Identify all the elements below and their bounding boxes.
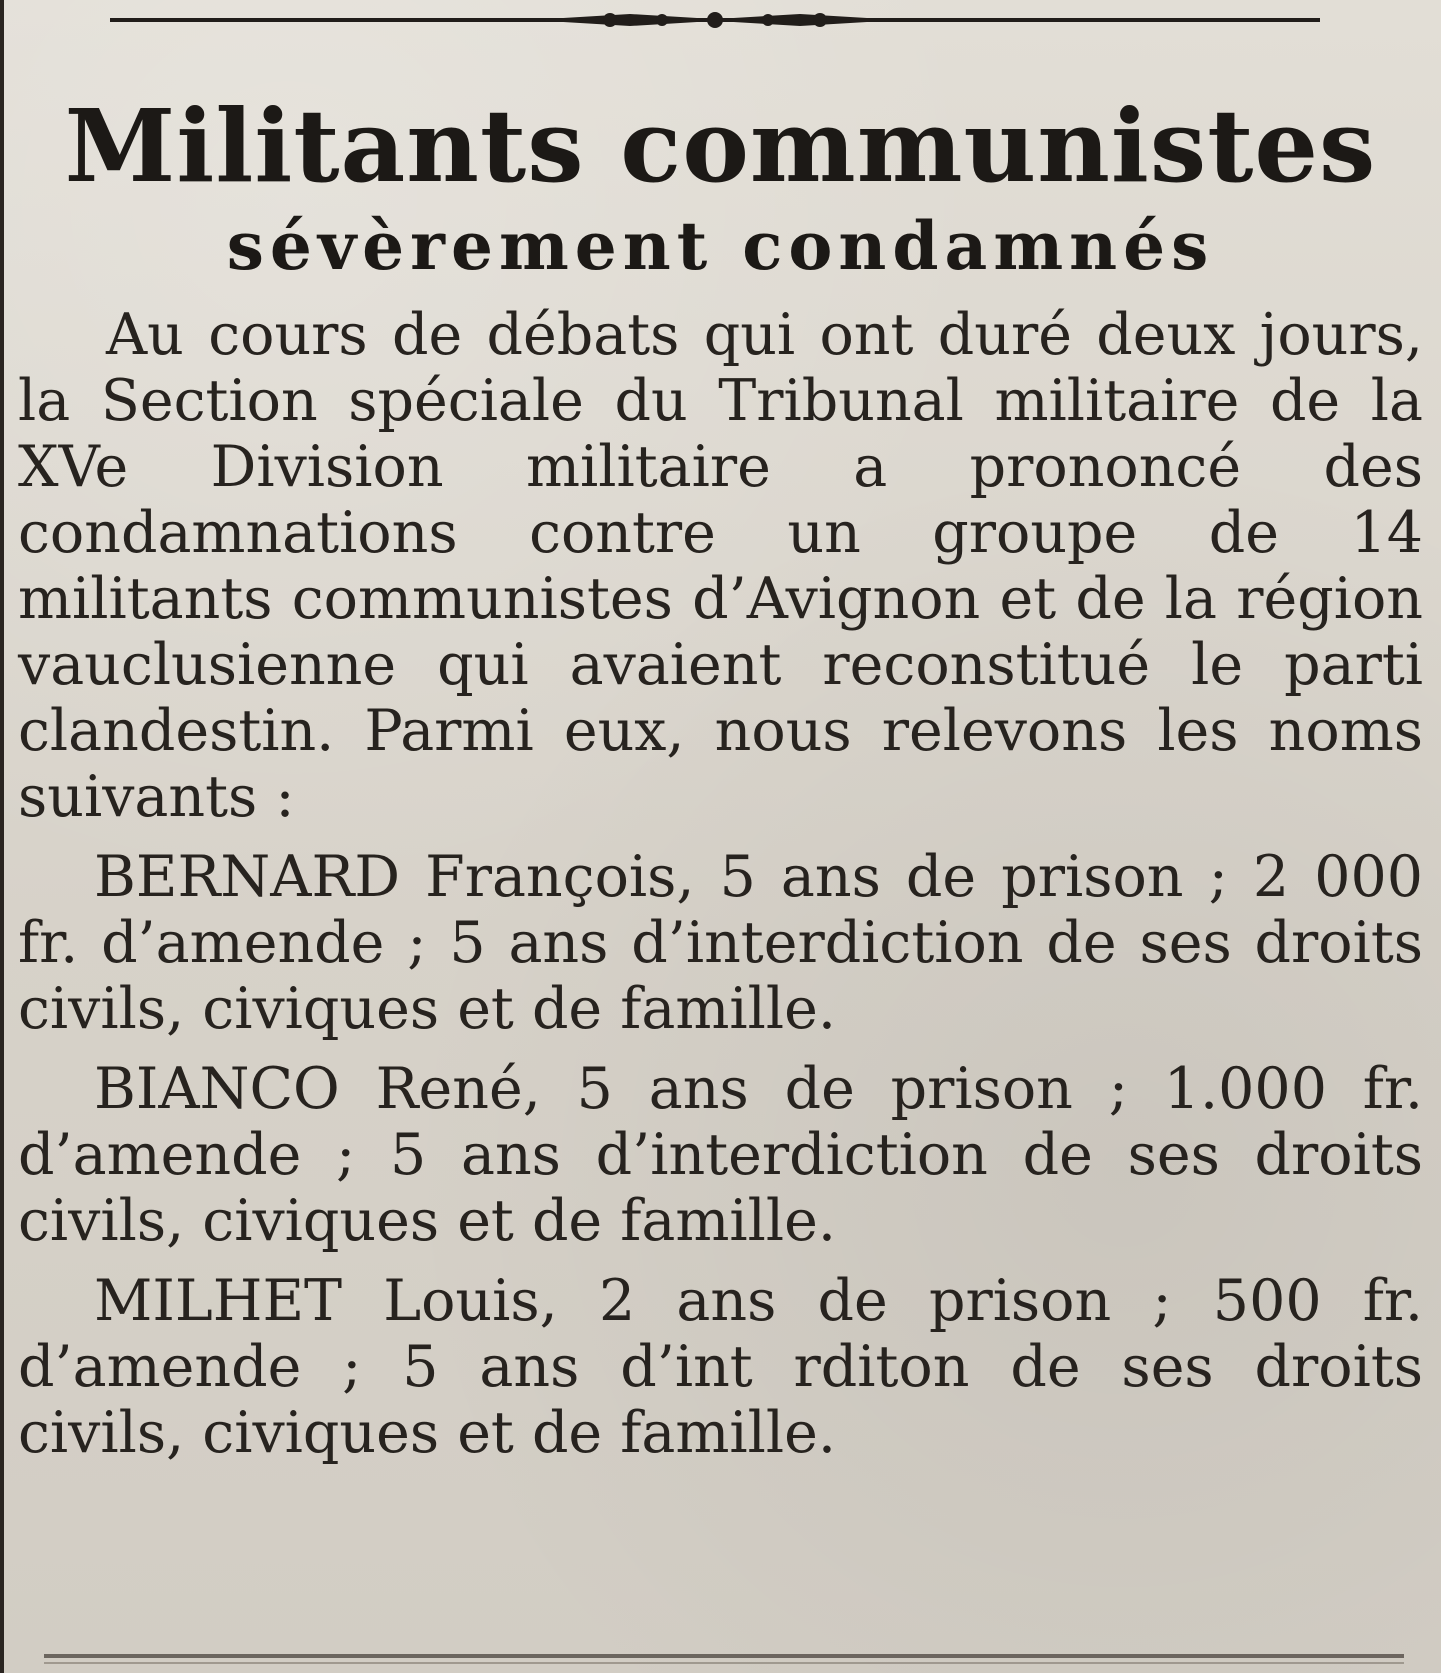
- left-column-rule: [0, 0, 4, 1673]
- bottom-rule-secondary: [44, 1662, 1404, 1664]
- entry-bernard: BERNARD François, 5 ans de prison ; 2 000 fr. d’amende ; 5 ans d’interdiction de ses droits civils, civiques et de famille.: [18, 844, 1423, 1042]
- intro-paragraph: Au cours de débats qui ont duré deux jours, la Section spéciale du Tribunal militaire de la XVe Division militaire a prononcé des condamnations contre un groupe de 14 militants communistes d’Avignon et de la région vauclusienne qui avaient reconstitué le parti clandestin. Parmi eux, nous relevons les noms suivants :: [18, 302, 1423, 830]
- entry-bianco: BIANCO René, 5 ans de prison ; 1.000 fr. d’amende ; 5 ans d’interdiction de ses droits civils, civiques et de famille.: [18, 1056, 1423, 1254]
- entry-milhet: MILHET Louis, 2 ans de prison ; 500 fr. d’amende ; 5 ans d’int rditon de ses droits civils, civiques et de famille.: [18, 1268, 1423, 1466]
- headline: Militants communistes: [64, 87, 1377, 205]
- top-ornament-rule: [110, 8, 1320, 52]
- subheadline: sévèrement condamnés: [226, 207, 1215, 285]
- bottom-rule: [44, 1654, 1404, 1658]
- article-body: [18, 87, 1423, 1466]
